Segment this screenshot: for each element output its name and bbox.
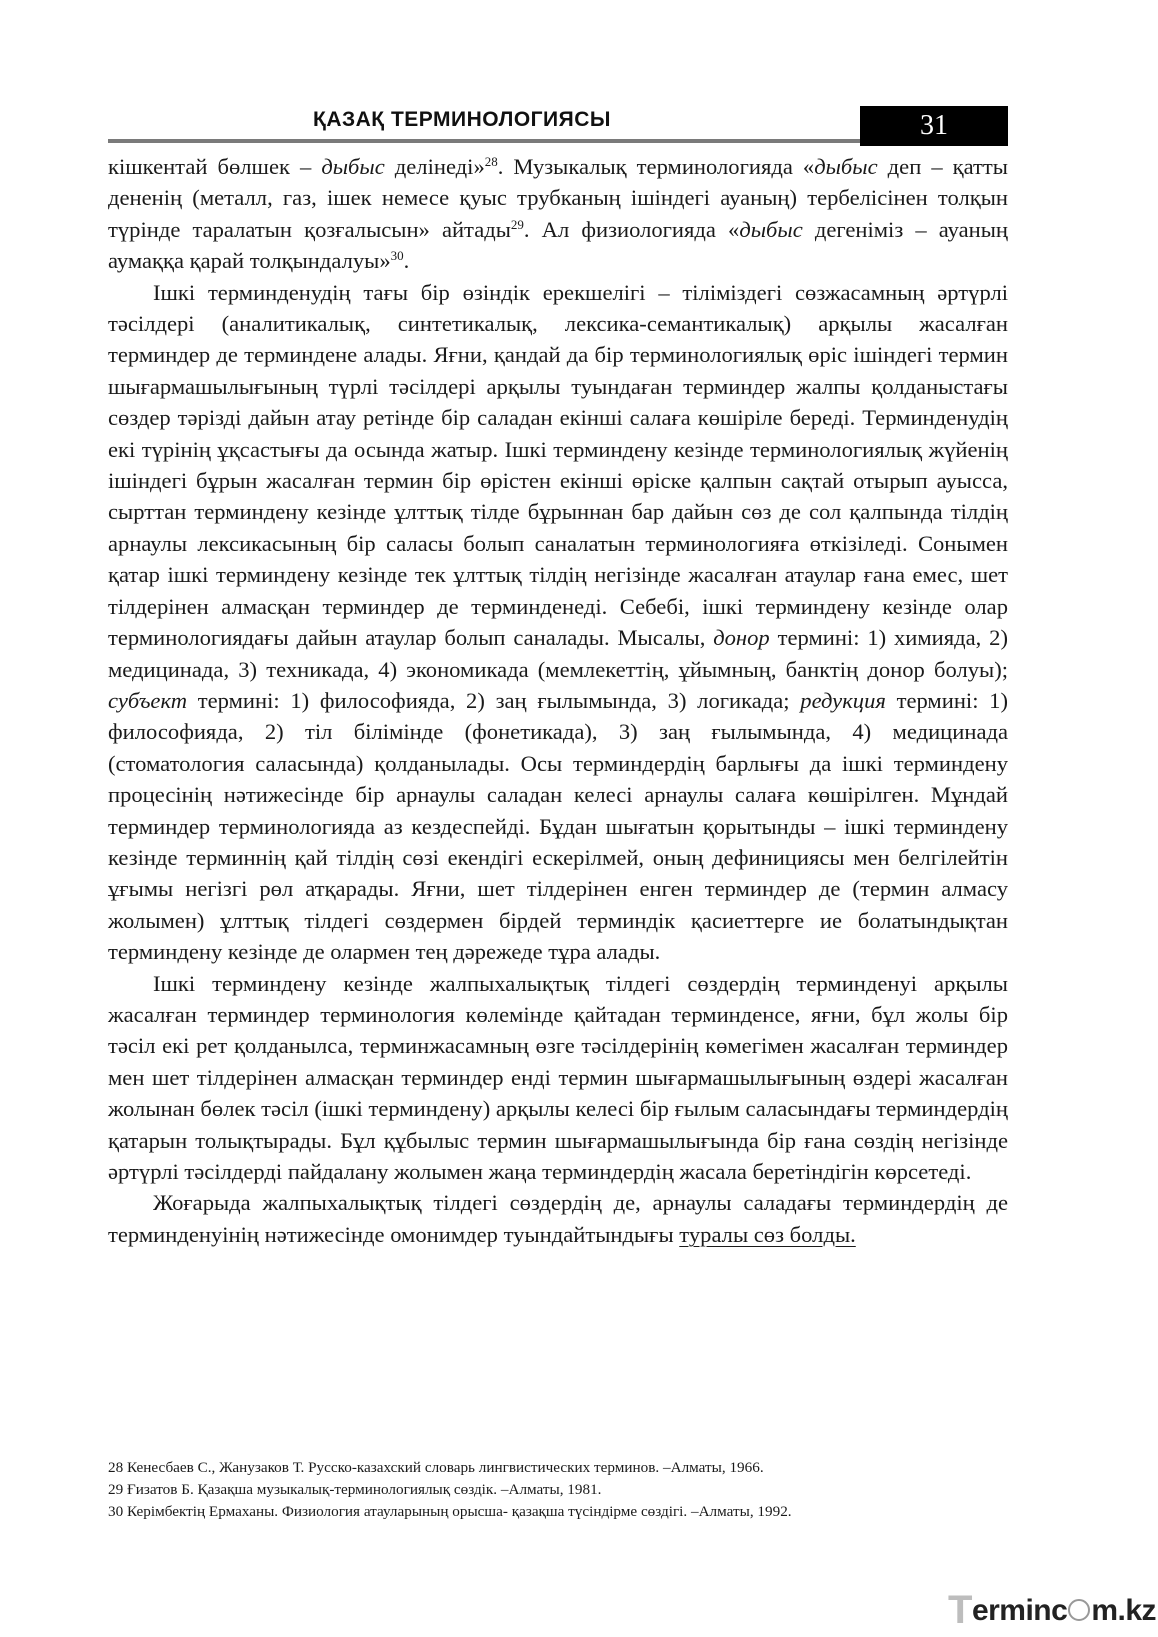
text-run: . Музыкалық терминологияда « <box>497 154 815 179</box>
italic-term: субъект <box>108 687 188 713</box>
paragraph-2 <box>108 277 1008 968</box>
footnote-28: 28 Кенесбаев С., Жанузаков Т. Русско-казахский словарь лингвистических терминов. –Алматы, 1966. <box>108 1459 764 1476</box>
text-run: термині: 1) философияда, 2) заң ғылымында, 3) логикада; <box>187 687 801 713</box>
italic-term: редукция <box>800 687 886 713</box>
footnote-29: 29 Ғизатов Б. Қазақша музыкалық-терминологиялық сөздік. –Алматы, 1981. <box>108 1481 602 1498</box>
text-run: Ішкі терминденудің тағы бір өзіндік ерекшелігі – тіліміздегі сөзжасамның әртүрлі тәсілдері (аналитикалық, синтетикалық, лексика-семантикалық) арқылы жасалған терминдер де терминдене алады. Яғни, қандай да бір терминологиялық өріс ішіндегі термин шығармашылығының түрлі тәсілдері арқылы туындаған терминдер жалпы қолданыстағы сөздер тәрізді дайын атау ретінде бір саладан екінші салаға көшіріле береді. Терминденудің екі түрінің ұқсастығы да осында жатыр. Ішкі терминдену кезінде терминологиялық жүйенің ішіндегі бұрын жасалған термин бір өрістен екінші өріске қалпын сақтай отырып ауысса, сырттан терминдену кезінде ұлттық тілде бұрыннан бар дайын сөз де сол қалпында тілдің арнаулы лексикасының бір саласы болып саналатын терминологияға өткізіледі. Сонымен қатар ішкі терминдену кезінде тек ұлттық тілдің негізінде жасалған атаулар ғана емес, шет тілдерінен алмасқан терминдер де терминденеді. Себебі, ішкі терминдену кезінде олар терминологиядағы дайын атаулар болып саналады. Мысалы, <box>108 279 1008 651</box>
text-run: кішкентай бөлшек – <box>108 154 322 179</box>
footnote-30: 30 Керімбектің Ермаханы. Физиология атауларының орысша- қазақша түсіндірме сөздігі. –Алматы, 1992. <box>108 1503 792 1520</box>
watermark-letter: T <box>948 1588 972 1632</box>
italic-term: донор <box>713 625 770 651</box>
termincom-watermark-logo <box>948 1588 1157 1632</box>
page-number: 31 <box>860 106 1008 146</box>
paragraph-3: Ішкі терминдену кезінде жалпыхалықтық тілдегі сөздердің терминденуі арқылы жасалған терминдер терминология көлемінде қайтадан терминденсе, яғни, бұл жолы бір тәсіл екі рет қолданылса, терминжасамның өзге тәсілдерінің көмегімен жасалған терминдер мен шет тілдерінен алмасқан терминдер енді термин шығармашылығының өздері жасалған жолынан бөлек тәсіл (ішкі терминдену) арқылы келесі бір ғылым саласындағы терминдердің қатарын толықтырады. Бұл құбылыс термин шығармашылығында бір ғана сөздің негізінде әртүрлі тәсілдерді пайдалану жолымен жаңа терминдердің жасала беретіндігін көрсетеді. <box>108 970 1008 1184</box>
footnote-ref: 29 <box>510 216 524 232</box>
running-title: ҚАЗАҚ ТЕРМИНОЛОГИЯСЫ <box>313 108 611 131</box>
text-run: дегеніміз – ауаның аумаққа қарай толқындалуы» <box>108 216 1008 274</box>
text-run: . <box>403 248 410 274</box>
italic-term: дыбыс <box>739 216 803 242</box>
text-run: делінеді» <box>384 154 485 179</box>
watermark-text: erminc <box>971 1594 1068 1627</box>
footnotes <box>108 1457 1008 1523</box>
footnote-ref: 28 <box>484 154 498 169</box>
body-text <box>108 151 1008 1250</box>
italic-term: дыбыс <box>814 154 878 179</box>
footnote-ref: 30 <box>390 248 404 264</box>
watermark-text: m.kz <box>1091 1594 1157 1627</box>
text-run: . Ал физиологияда « <box>523 216 740 242</box>
underlined-text: туралы сөз болды. <box>679 1221 856 1247</box>
italic-term: дыбыс <box>321 154 385 179</box>
text-run: Жоғарыда жалпыхалықтық тілдегі сөздердің де, арнаулы саладағы терминдердің де терминденуінің нәтижесінде омонимдер туындайтындығы <box>108 1190 1008 1247</box>
text-run: термині: 1) философияда, 2) тіл білімінде (фонетикада), 3) заң ғылымында, 4) медицинада (стоматология саласында) қолданылады. Осы терминдердің барлығы да ішкі терминдену процесінің нәтижесінде бір арнаулы саладан келесі арнаулы салаға көшірілген. Мұндай терминдер терминологияда аз кездеспейді. Бұдан шығатын қорытынды – ішкі терминдену кезінде терминнің қай тілдің сөзі екендігі ескерілмей, оның дефинициясы мен белгілейтін ұғымы негізгі рөл атқарады. Яғни, шет тілдерінен енген терминдер де (термин алмасу жолымен) ұлттық тілдегі сөздермен бірдей терминдік қасиеттерге ие болатындықтан терминдену кезінде де олармен тең дәрежеде тұра алады. <box>108 687 1008 965</box>
paragraph-1 <box>108 151 1008 277</box>
running-header <box>108 106 1008 146</box>
watermark-o-circle-icon <box>1068 1599 1090 1621</box>
paragraph-4 <box>108 1187 1008 1250</box>
text-run: термині: 1) химияда, 2) медицинада, 3) техникада, 4) экономикада (мемлекеттің, ұйымның, банктің донор болуы); <box>108 625 1008 682</box>
text-run: деп – қатты дененің (металл, газ, ішек немесе қуыс трубканың ішіндегі ауаның) тербелісінен толқын түрінде таралатын қозғалысын» айтады <box>108 154 1008 242</box>
header-rule <box>108 139 860 143</box>
